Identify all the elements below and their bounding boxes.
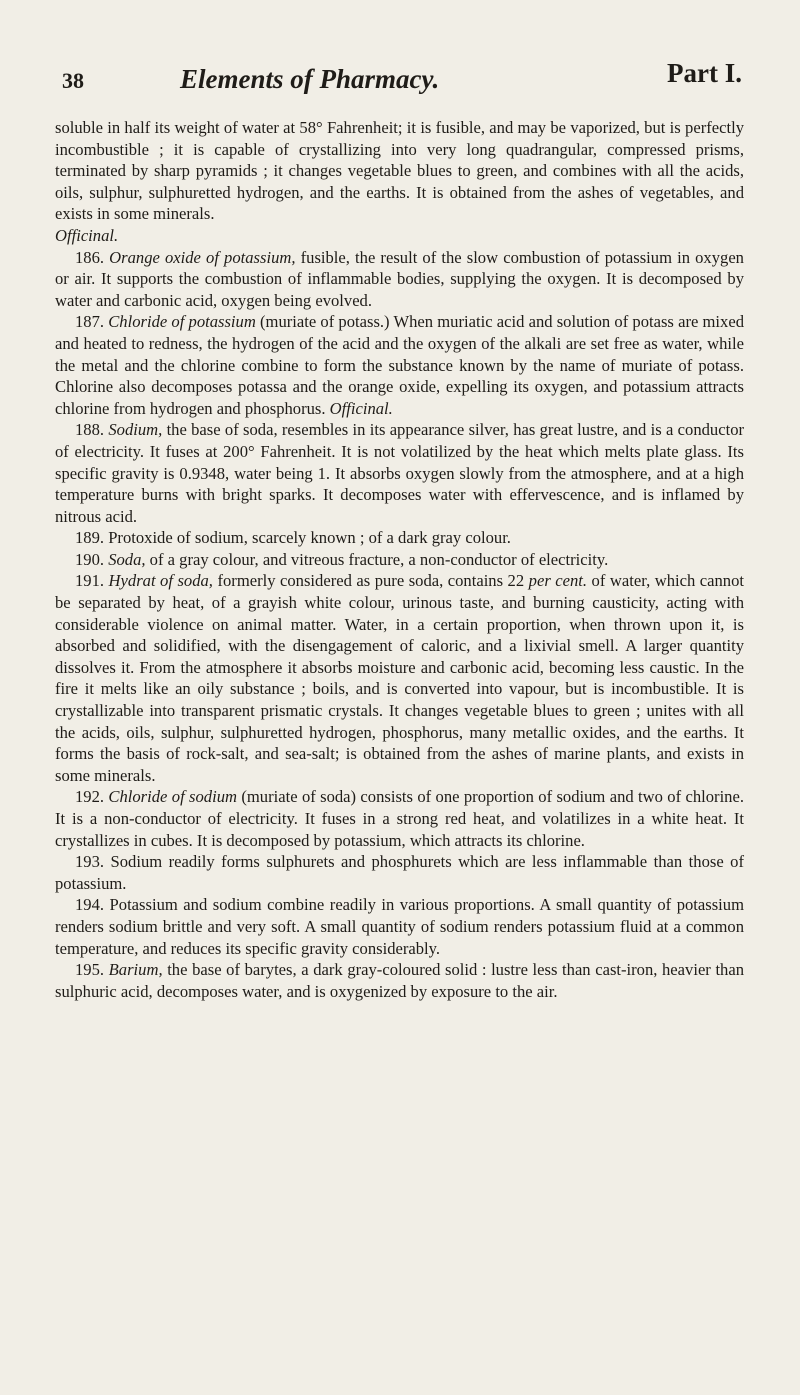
text-run: of a gray colour, and vitreous fracture, a non-conductor of electricity. (145, 549, 609, 569)
body-text (55, 117, 744, 1002)
text-run: 191. (75, 571, 109, 591)
paragraph-p190 (55, 549, 744, 571)
text-run: 194. Potassium and sodium combine readily in various proportions. A small quantity of potassium renders sodium brittle and very soft. A small quantity of sodium renders potassium fluid at a common temperature, and reduces its specific gravity considerably. (55, 895, 744, 958)
text-run: 190. (75, 549, 109, 569)
text-run: 193. Sodium readily forms sulphurets and phosphurets which are less inflammable than those of potassium. (55, 852, 744, 893)
italic-term: Soda, (108, 549, 146, 569)
text-run: 186. (75, 247, 110, 267)
paragraph-officinal-0 (55, 225, 744, 247)
italic-term: per cent. (528, 571, 588, 591)
italic-term: Chloride of potassium (108, 312, 256, 332)
text-run: formerly considered as pure soda, contains 22 (212, 571, 529, 591)
page-number: 38 (62, 68, 84, 93)
paragraph-p186 (55, 247, 744, 312)
part-label: Part I. (667, 58, 742, 88)
text-run: (muriate of soda) consists of one proportion of sodium and two of chlorine. It is a non-conductor of electricity. It fuses in a strong red heat, and volatilizes in a white heat. It crystallizes in cubes. It is decomposed by potassium, which attracts its chlorine. (55, 787, 744, 850)
paragraph-p193 (55, 851, 744, 894)
italic-term: Orange oxide of potassium, (109, 247, 296, 267)
paragraph-p189 (55, 527, 744, 549)
italic-term: Sodium, (108, 420, 163, 440)
text-run: the base of barytes, a dark gray-coloured solid : lustre less than cast-iron, heavier than sulphuric acid, decomposes water, and is oxygenized by exposure to the air. (55, 960, 745, 1001)
italic-term: Barium, (108, 960, 163, 980)
paragraph-p187 (55, 311, 744, 419)
italic-term: Chloride of sodium (108, 787, 237, 807)
italic-term: Hydrat of soda, (108, 571, 213, 591)
paragraph-p191 (55, 570, 744, 786)
italic-term: Officinal. (55, 225, 119, 245)
italic-term: Officinal. (329, 398, 393, 418)
text-run: (muriate of potass.) When muriatic acid and solution of potass are mixed and heated to redness, the hydrogen of the acid and the oxygen of the alkali are set free as water, while the metal and the chlorine combine to form the substance known by the name of muriate of potass. Chlorine also decomposes potassa and the orange oxide, expelling its oxygen, and potassium attracts chlorine from hydrogen and phosphorus. (55, 312, 744, 418)
paragraph-p192 (55, 786, 744, 851)
running-title: Elements of Pharmacy. (180, 64, 440, 94)
text-run: 188. (75, 420, 109, 440)
paragraph-p188 (55, 419, 744, 527)
text-run: of water, which cannot be separated by heat, of a grayish white colour, urinous taste, and burning causticity, acting with considerable violence on animal matter. Water, in a certain proportion, when thrown upon it, is absorbed and solidified, with the disengagement of caloric, and a lixivial smell. A larger quantity dissolves it. From the atmosphere it absorbs moisture and carbonic acid, becoming less caustic. In the fire it melts like an oily substance ; boils, and is converted into vapour, but is incombustible. It is crystallizable into transparent prismatic crystals. It changes vegetable blues to green ; unites with all the acids, oils, sulphur, sulphuretted hydrogen, phosphorus, many metallic oxides, and the earths. It forms the basis of rock-salt, and sea-salt; is obtained from the ashes of marine plants, and exists in some minerals. (55, 571, 744, 785)
text-run: soluble in half its weight of water at 58° Fahrenheit; it is fusible, and may be vaporized, but is perfectly incombustible ; it is capable of crystallizing into very long quadrangular, compressed prisms, terminated by sharp pyramids ; it changes vegetable blues to green, and combines with all the acids, oils, sulphur, sulphuretted hydrogen, and the earths. It is obtained from the ashes of vegetables, and exists in some minerals. (55, 118, 744, 224)
paragraph-cont (55, 117, 744, 225)
paragraph-p195 (55, 959, 744, 1002)
text-run: the base of soda, resembles in its appearance silver, has great lustre, and is a conductor of electricity. It fuses at 200° Fahrenheit. It is not volatilized by the heat which melts plate glass. Its specific gravity is 0.9348, water being 1. It absorbs oxygen slowly from the atmosphere, and at a high temperature burns with bright sparks. It decomposes water with effervescence, and is inflamed by nitrous acid. (55, 420, 745, 526)
text-run: 187. (75, 312, 109, 332)
text-run: 192. (75, 787, 109, 807)
text-run: 189. Protoxide of sodium, scarcely known ; of a dark gray colour. (75, 528, 511, 548)
text-run: fusible, the result of the slow combustion of potassium in oxygen or air. It supports the combustion of inflammable bodies, supplying the oxygen. It is decomposed by water and carbonic acid, oxygen being evolved. (55, 247, 744, 310)
text-run: 195. (75, 960, 109, 980)
paragraph-p194 (55, 894, 744, 959)
page-header (62, 58, 742, 102)
